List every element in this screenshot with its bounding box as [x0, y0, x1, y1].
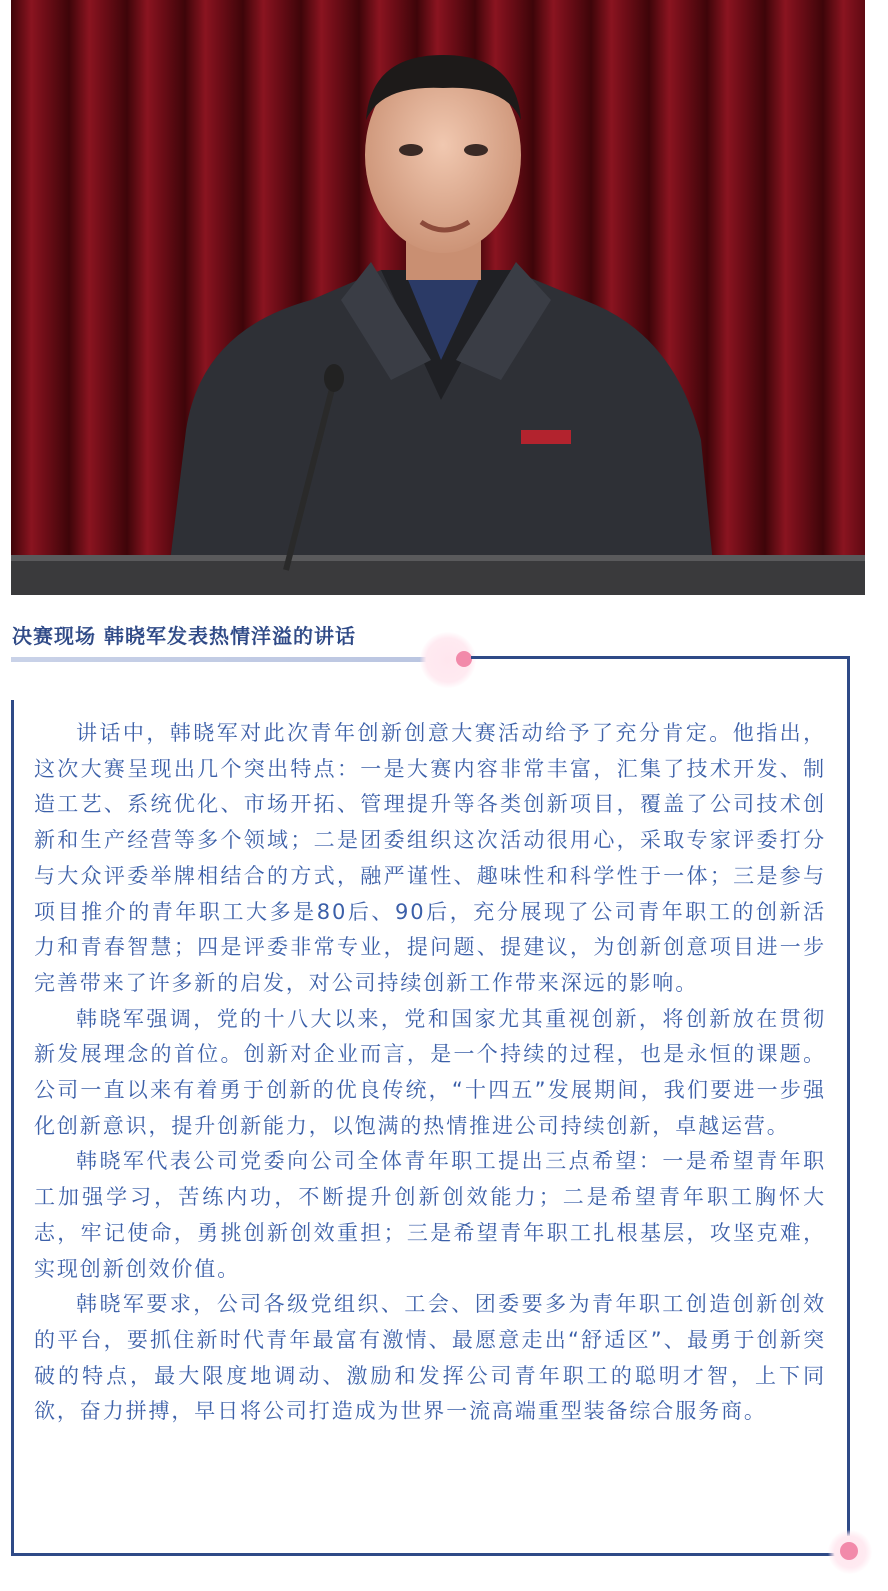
- speaker-photo: [11, 0, 865, 595]
- article-paragraph: 韩晓军要求，公司各级党组织、工会、团委要多为青年职工创造创新创效的平台，要抓住新时代青年最富有激情、最愿意走出“舒适区”、最勇于创新突破的特点，最大限度地调动、激励和发挥公司青年职工的聪明才智，上下同欲，奋力拼搏，早日将公司打造成为世界一流高端重型装备综合服务商。: [34, 1292, 826, 1424]
- article-paragraph: 韩晓军强调，党的十八大以来，党和国家尤其重视创新，将创新放在贯彻新发展理念的首位。创新对企业而言，是一个持续的过程，也是永恒的课题。公司一直以来有着勇于创新的优良传统，“十四五”发展期间，我们要进一步强化创新意识，提升创新能力，以饱满的热情推进公司持续创新，卓越运营。: [34, 1006, 826, 1138]
- article-body: [34, 716, 826, 1430]
- caption-underline: [11, 657, 463, 662]
- photo-caption: 决赛现场 韩晓军发表热情洋溢的讲话: [12, 624, 356, 648]
- frame-right-border: [847, 656, 850, 1536]
- frame-left-border: [11, 700, 14, 1555]
- caption-dot-icon: [456, 651, 472, 667]
- speaker-at-podium-photo-icon: [11, 0, 865, 595]
- article-paragraph: 讲话中，韩晓军对此次青年创新创意大赛活动给予了充分肯定。他指出，这次大赛呈现出几个突出特点：一是大赛内容非常丰富，汇集了技术开发、制造工艺、系统优化、市场开拓、管理提升等各类创新项目，覆盖了公司技术创新和生产经营等多个领域；二是团委组织这次活动很用心，采取专家评委打分与大众评委举牌相结合的方式，融严谨性、趣味性和科学性于一体；三是参与项目推介的青年职工大多是80后、90后，充分展现了公司青年职工的创新活力和青春智慧；四是评委非常专业，提问题、提建议，为创新创意项目进一步完善带来了许多新的启发，对公司持续创新工作带来深远的影响。: [34, 721, 826, 995]
- corner-dot-icon: [840, 1542, 858, 1560]
- frame-top-border: [471, 656, 850, 659]
- article-paragraph: 韩晓军代表公司党委向公司全体青年职工提出三点希望：一是希望青年职工加强学习，苦练内功，不断提升创新创效能力；二是希望青年职工胸怀大志，牢记使命，勇挑创新创效重担；三是希望青年职工扎根基层，攻坚克难，实现创新创效价值。: [34, 1149, 826, 1281]
- frame-bottom-border: [11, 1553, 841, 1556]
